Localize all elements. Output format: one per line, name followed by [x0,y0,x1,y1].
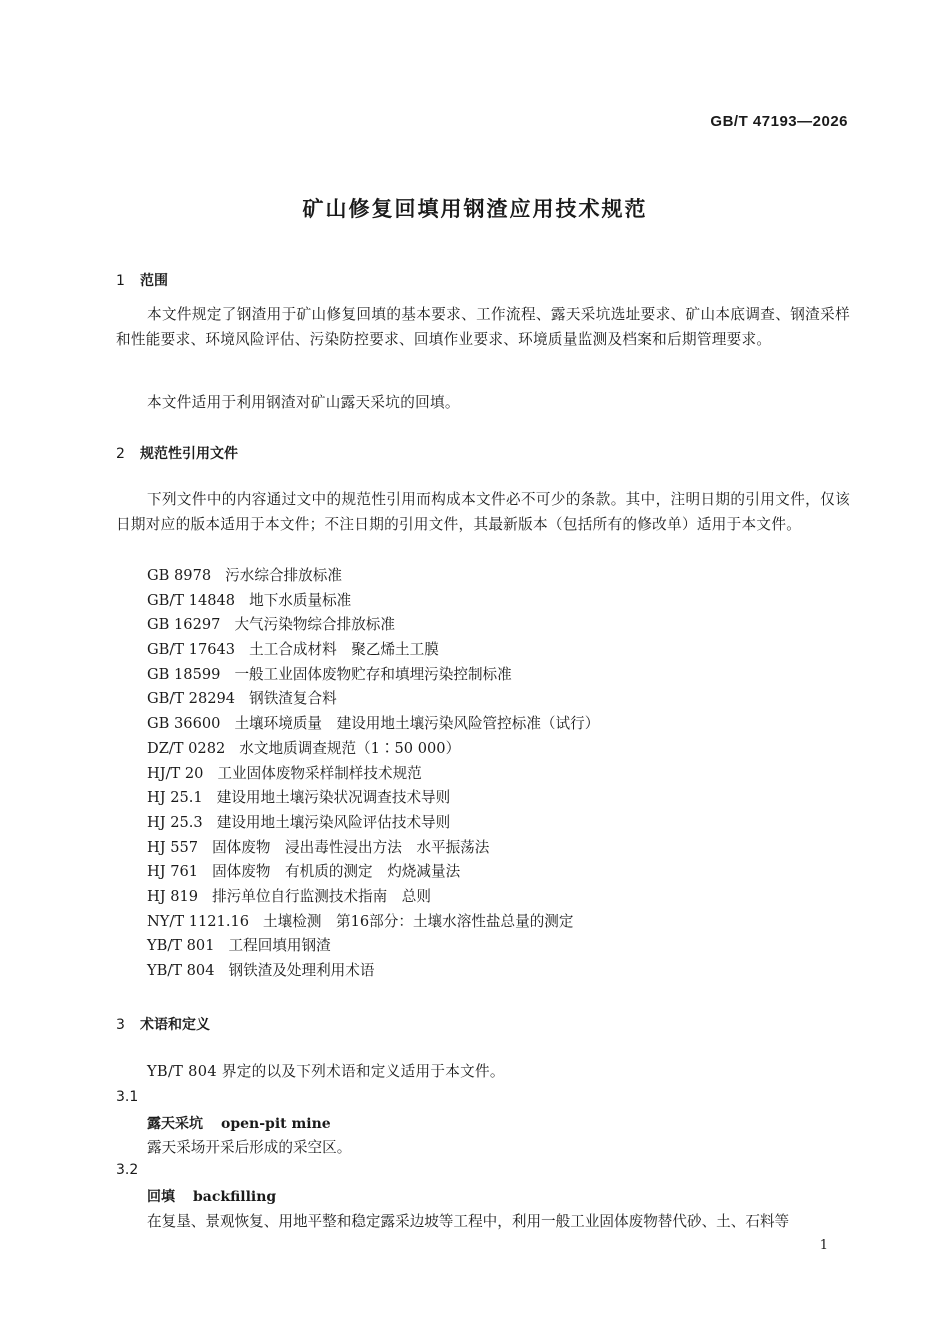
reference-item [147,613,599,638]
reference-code: YB/T 801 [147,937,215,955]
reference-list [147,564,599,984]
term-en: backfilling [193,1189,277,1205]
reference-code: NY/T 1121.16 [147,912,250,930]
reference-item [147,663,599,688]
reference-item [147,959,599,984]
reference-title: 排污单位自行监测技术指南 总则 [212,887,431,905]
reference-title: 土壤检测 第16部分：土壤水溶性盐总量的测定 [263,912,574,930]
section-heading-normative-references [116,443,238,463]
section-title: 规范性引用文件 [140,446,238,462]
section-heading-scope [116,270,168,290]
reference-code: GB 36600 [147,715,221,733]
reference-title: 土工合成材料 聚乙烯土工膜 [249,641,439,659]
reference-item [147,762,599,787]
reference-item [147,860,599,885]
section-title: 范围 [140,273,168,289]
reference-title: 钢铁渣及处理利用术语 [228,962,375,979]
reference-code: HJ/T 20 [147,764,204,782]
reference-code: GB 18599 [147,665,221,683]
reference-item [147,687,599,712]
term-zh: 露天采坑 [147,1116,203,1132]
reference-item [147,737,599,762]
reference-title: 工业固体废物采样制样技术规范 [217,764,422,782]
reference-code: GB/T 17643 [147,641,236,659]
reference-title: 建设用地土壤污染风险评估技术导则 [216,813,451,831]
document-title: 矿山修复回填用钢渣应用技术规范 [302,197,648,221]
reference-title: 固体废物 有机质的测定 灼烧减量法 [212,863,461,881]
section-number: 2 [116,446,125,462]
reference-item [147,934,599,959]
reference-code: HJ 819 [147,887,199,905]
term-en: open-pit mine [221,1116,331,1132]
reference-title: 一般工业固体废物贮存和填埋污染控制标准 [234,665,512,683]
reference-title: 固体废物 浸出毒性浸出方法 水平振荡法 [212,838,490,856]
reference-item [147,712,599,737]
reference-item [147,910,599,935]
standard-code: GB/T 47193—2026 [710,113,848,130]
reference-item [147,885,599,910]
reference-code: HJ 25.3 [147,813,203,831]
term-number: 3.1 [116,1089,139,1105]
reference-title: 大气污染物综合排放标准 [234,616,395,634]
reference-code: HJ 25.1 [147,789,203,807]
scope-paragraph-1: 本文件规定了钢渣用于矿山修复回填的基本要求、工作流程、露天采坑选址要求、矿山本底调查、钢渣采样和性能要求、环境风险评估、污染防控要求、回填作业要求、环境质量监测及档案和后期管理要求。 [116,306,850,348]
reference-code: GB 16297 [147,616,221,634]
term-entry [147,1113,331,1133]
reference-title: 土壤环境质量 建设用地土壤污染风险管控标准（试行） [234,715,600,733]
reference-code: HJ 761 [147,863,199,881]
section-title: 术语和定义 [140,1017,210,1033]
reference-title: 污水综合排放标准 [225,567,342,584]
reference-item [147,811,599,836]
section-number: 3 [116,1017,125,1033]
term-number: 3.2 [116,1162,139,1178]
references-intro-paragraph: 下列文件中的内容通过文中的规范性引用而构成本文件必不可少的条款。其中，注明日期的引用文件，仅该日期对应的版本适用于本文件；不注日期的引用文件，其最新版本（包括所有的修改单）适用于本文件。 [116,491,850,533]
reference-item [147,786,599,811]
section-heading-terms [116,1014,210,1034]
reference-item [147,564,599,589]
reference-code: GB 8978 [147,567,212,584]
section-number: 1 [116,273,125,289]
reference-title: 地下水质量标准 [249,591,352,609]
term-entry [147,1186,276,1206]
reference-item [147,836,599,861]
terms-intro-paragraph: YB/T 804 界定的以及下列术语和定义适用于本文件。 [147,1063,505,1080]
reference-item [147,589,599,614]
reference-item [147,638,599,663]
term-definition: 露天采场开采后形成的采空区。 [147,1139,352,1156]
scope-paragraph-2: 本文件适用于利用钢渣对矿山露天采坑的回填。 [147,394,460,411]
reference-title: 工程回填用钢渣 [228,937,331,955]
reference-title: 钢铁渣复合料 [249,690,337,708]
reference-title: 建设用地土壤污染状况调查技术导则 [216,789,451,807]
page-number: 1 [819,1238,828,1253]
reference-code: GB/T 28294 [147,690,236,708]
term-zh: 回填 [147,1189,175,1205]
reference-title: 水文地质调查规范（1∶50 000） [239,739,461,757]
reference-code: YB/T 804 [147,962,215,979]
term-definition: 在复垦、景观恢复、用地平整和稳定露采边坡等工程中，利用一般工业固体废物替代砂、土、石料等 [147,1213,790,1230]
reference-code: GB/T 14848 [147,591,236,609]
reference-code: HJ 557 [147,838,199,856]
reference-code: DZ/T 0282 [147,739,226,757]
